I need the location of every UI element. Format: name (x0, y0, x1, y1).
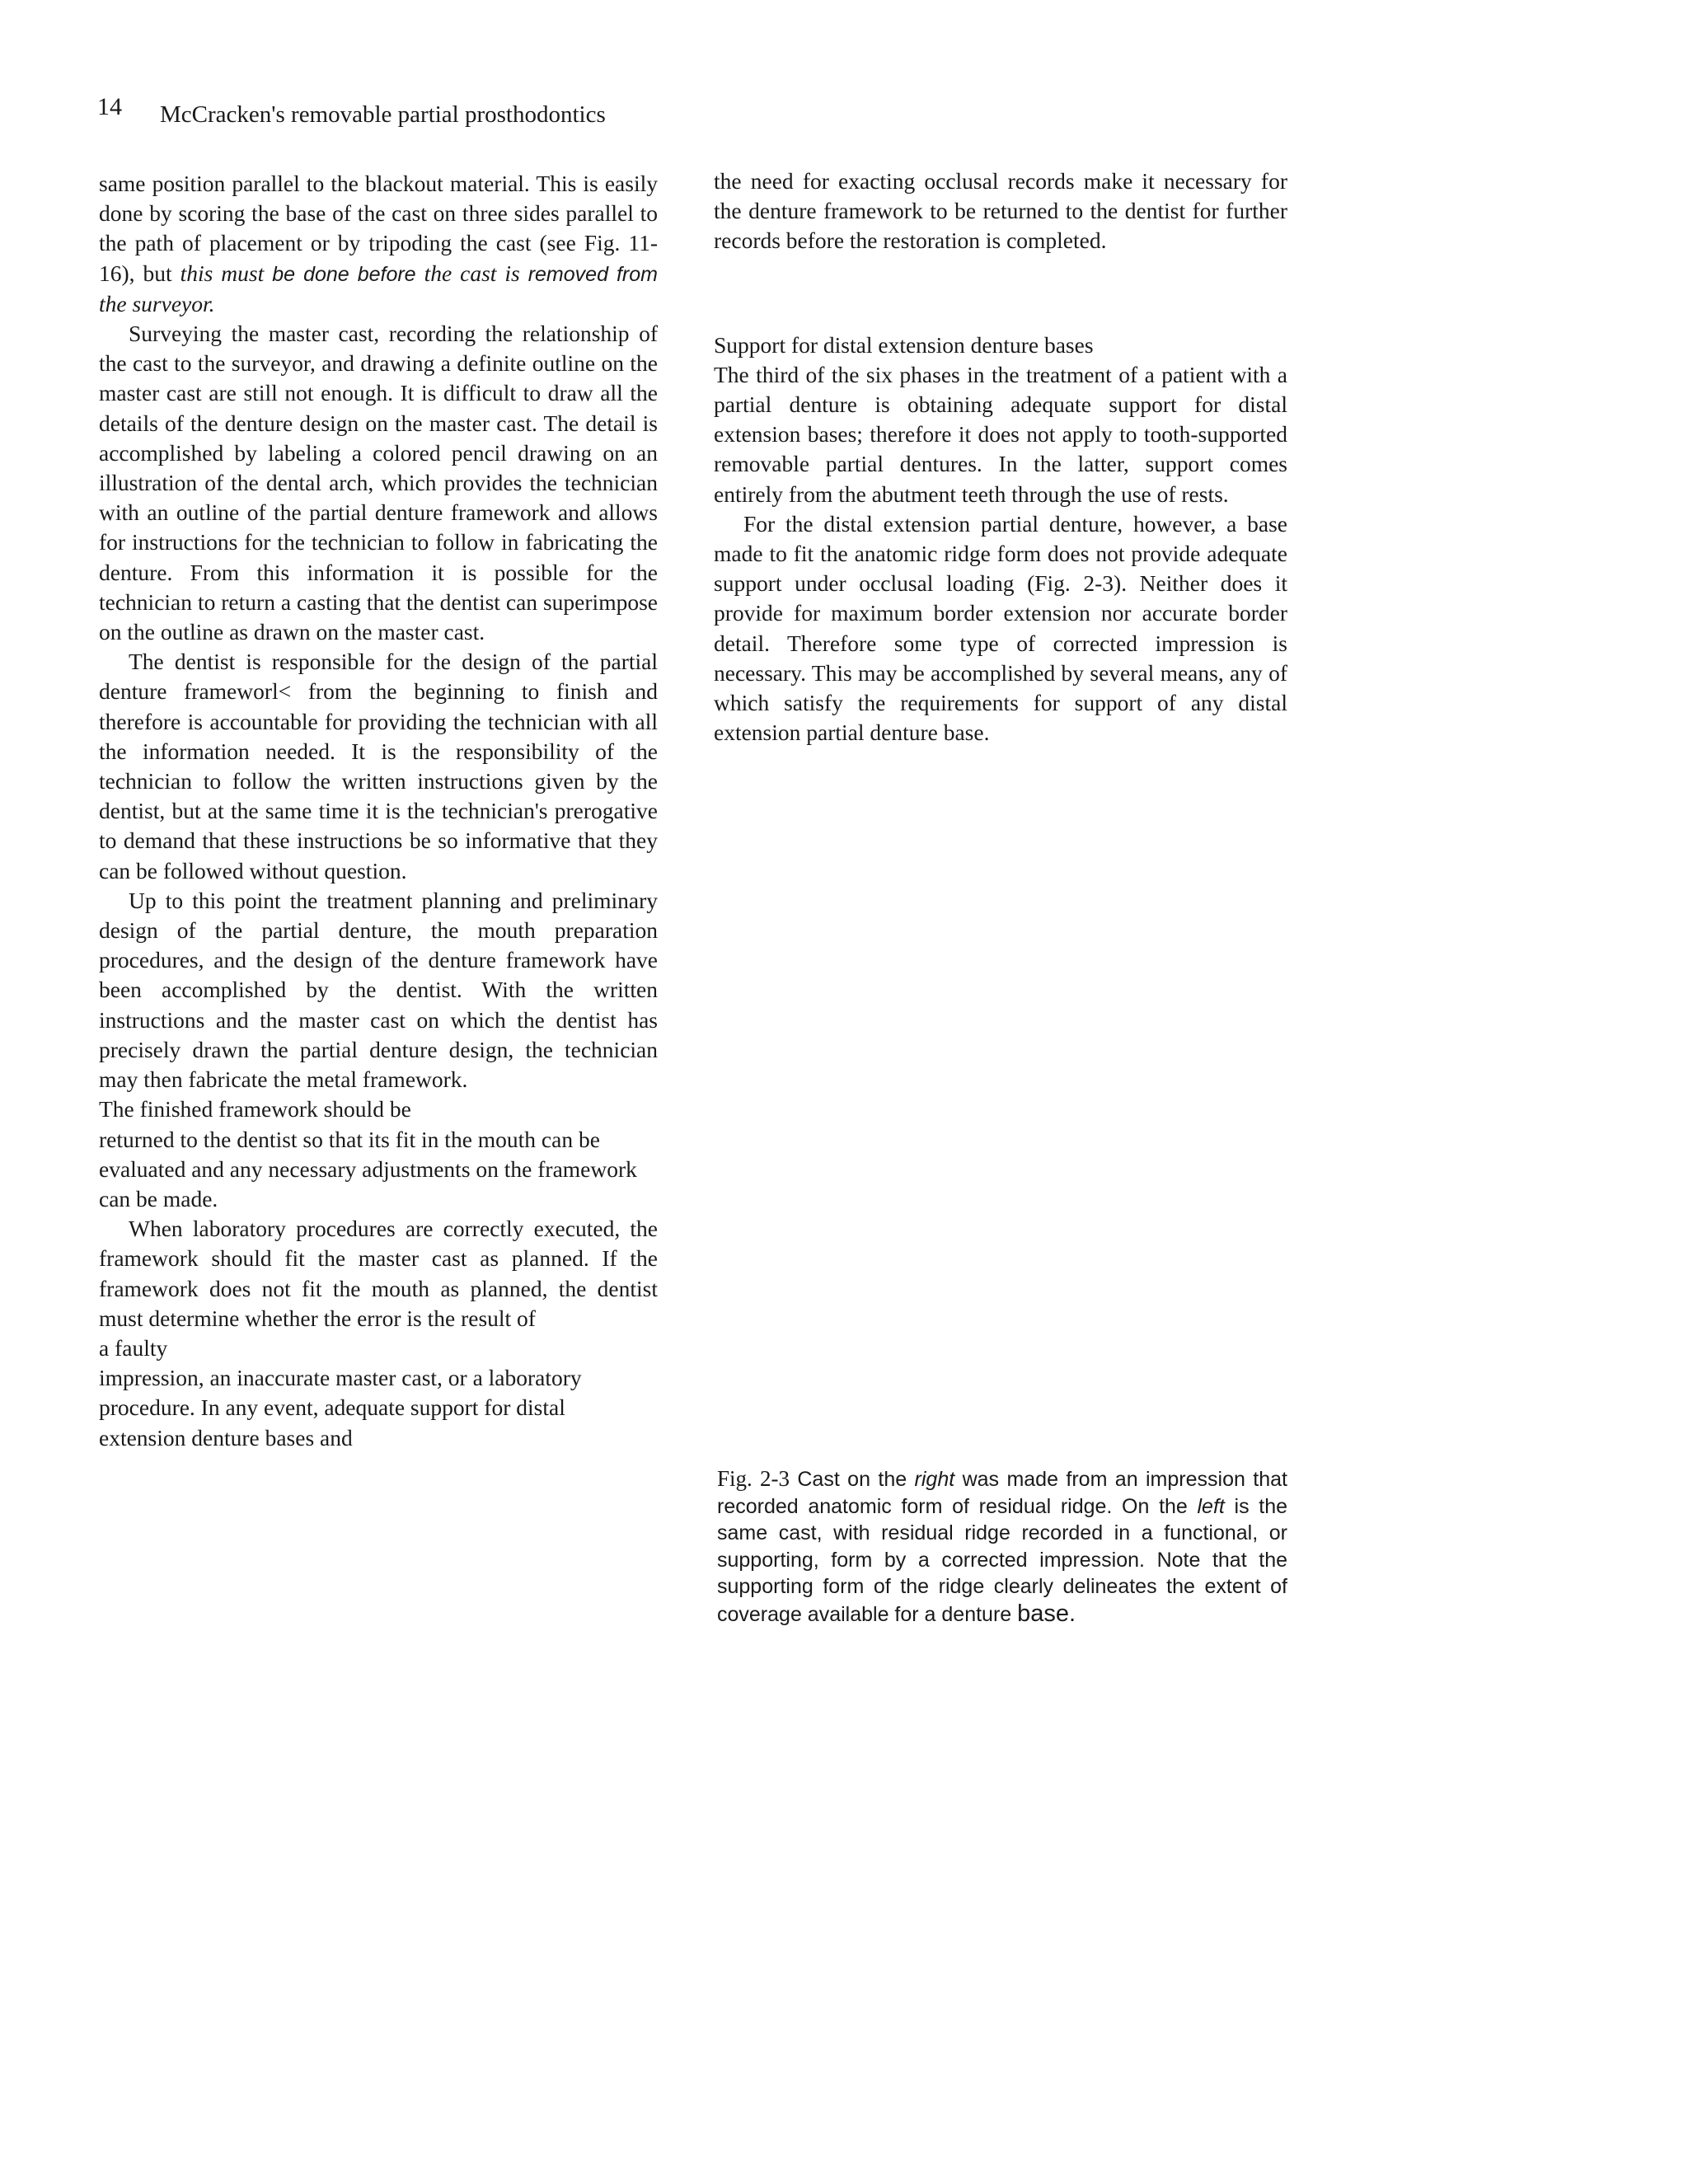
running-title: McCracken's removable partial prosthodontics (160, 101, 606, 128)
paragraph-4: Up to this point the treatment planning and preliminary design of the partial denture, the mouth preparation procedures, and the design of the denture framework have been accomplished by the dentist. With the written instructions and the master cast on which the dentist has precisely drawn the partial denture design, the technician may then fabricate the metal framework. (99, 887, 658, 1093)
caption-left-word: left (1197, 1494, 1225, 1518)
paragraph-5-line-a: a faulty (99, 1334, 168, 1361)
paragraph-2: Surveying the master cast, recording the relationship of the cast to the surveyor, and drawing a definite outline on the master cast are still not enough. It is difficult to draw all the details of the denture design on the master cast. The detail is accomplished by labeling a colored pencil drawing on an illustration of the dental arch, which provides the technician with an outline of the partial denture framework and allows for instructions for the technician to follow in fabricating the denture. From this information it is possible for the technician to return a casting that the dentist can superimpose on the outline as drawn on the master cast. (99, 321, 658, 645)
right-column (714, 166, 1287, 748)
paragraph-1 (99, 169, 658, 319)
paragraph-1-italic-b: be done before (264, 262, 424, 286)
paragraph-4-line-a: The finished framework should be (99, 1096, 411, 1122)
paragraph-5-line-d: extension denture bases and (99, 1424, 353, 1451)
section-paragraph-1: The third of the six phases in the treatment of a patient with a partial denture is obtaining adequate support for distal extension bases; therefore it does not apply to tooth-supported removable partial dentures. In the latter, support comes entirely from the abutment teeth through the use of rests. (714, 361, 1287, 507)
paragraph-continued: the need for exacting occlusal records make it necessary for the denture framework to be returned to the dentist for further records before the restoration is completed. (714, 168, 1287, 254)
figure-caption (717, 1465, 1287, 1628)
section-heading: Support for distal extension denture bases (714, 331, 1094, 358)
caption-right-word: right (914, 1468, 955, 1491)
paragraph-4-line-d: can be made. (99, 1185, 218, 1212)
paragraph-1-italic-e: the surveyor. (99, 290, 215, 316)
caption-text-2: was made from an impression that recorded anatomic form of residual ridge. On the (717, 1468, 1287, 1518)
paragraph-4-line-b: returned to the dentist so that its fit in the mouth can be (99, 1126, 600, 1152)
left-column (99, 169, 658, 1453)
caption-text-1: Cast on the (789, 1468, 915, 1491)
paragraph-1-italic-d: removed from (528, 262, 658, 286)
paragraph-5-line-c: procedure. In any event, adequate support for distal (99, 1394, 565, 1421)
paragraph-5: When laboratory procedures are correctly executed, the framework should fit the master cast as planned. If the framework does not fit the mouth as planned, the dentist must determine whether the error is the result of (99, 1216, 658, 1331)
caption-text-3: is the same cast, with residual ridge recorded in a functional, or supporting, form by a corrected impression. Note that the supporting form of the ridge clearly delineates the extent of coverage available for a denture (717, 1494, 1288, 1626)
section-spacer (714, 256, 1287, 330)
paragraph-4-line-c: evaluated and any necessary adjustments on the framework (99, 1155, 637, 1182)
caption-last-word: base. (1017, 1600, 1076, 1627)
paragraph-5-line-b: impression, an inaccurate master cast, or a laboratory (99, 1365, 582, 1391)
paragraph-1-text: same position parallel to the blackout material. This is easily done by scoring the base of the cast on three sides parallel to the path of placement or by tripoding the cast (see Fig. 11-16), but (99, 171, 658, 286)
paragraph-1-italic-c: the cast is (424, 260, 520, 286)
figure-label: Fig. 2-3 (717, 1466, 790, 1491)
paragraph-3: The dentist is responsible for the design of the partial denture frameworl< from the beginning to finish and therefore is accountable for providing the technician with all the information needed. It is the responsibility of the technician to follow the written instructions given by the dentist, but at the same time it is the technician's prerogative to demand that these instructions be so informative that they can be followed without question. (99, 649, 658, 883)
paragraph-1-italic-a: this must (180, 260, 265, 286)
page-header (97, 92, 839, 142)
section-paragraph-2: For the distal extension partial denture, however, a base made to fit the anatomic ridge form does not provide adequate support under occlusal loading (Fig. 2-3). Neither does it provide for maximum border extension nor accurate border detail. Therefore some type of corrected impression is necessary. This may be accomplished by several means, any of which satisfy the requirements for support of any distal extension partial denture base. (714, 510, 1287, 746)
page-number: 14 (97, 93, 122, 120)
